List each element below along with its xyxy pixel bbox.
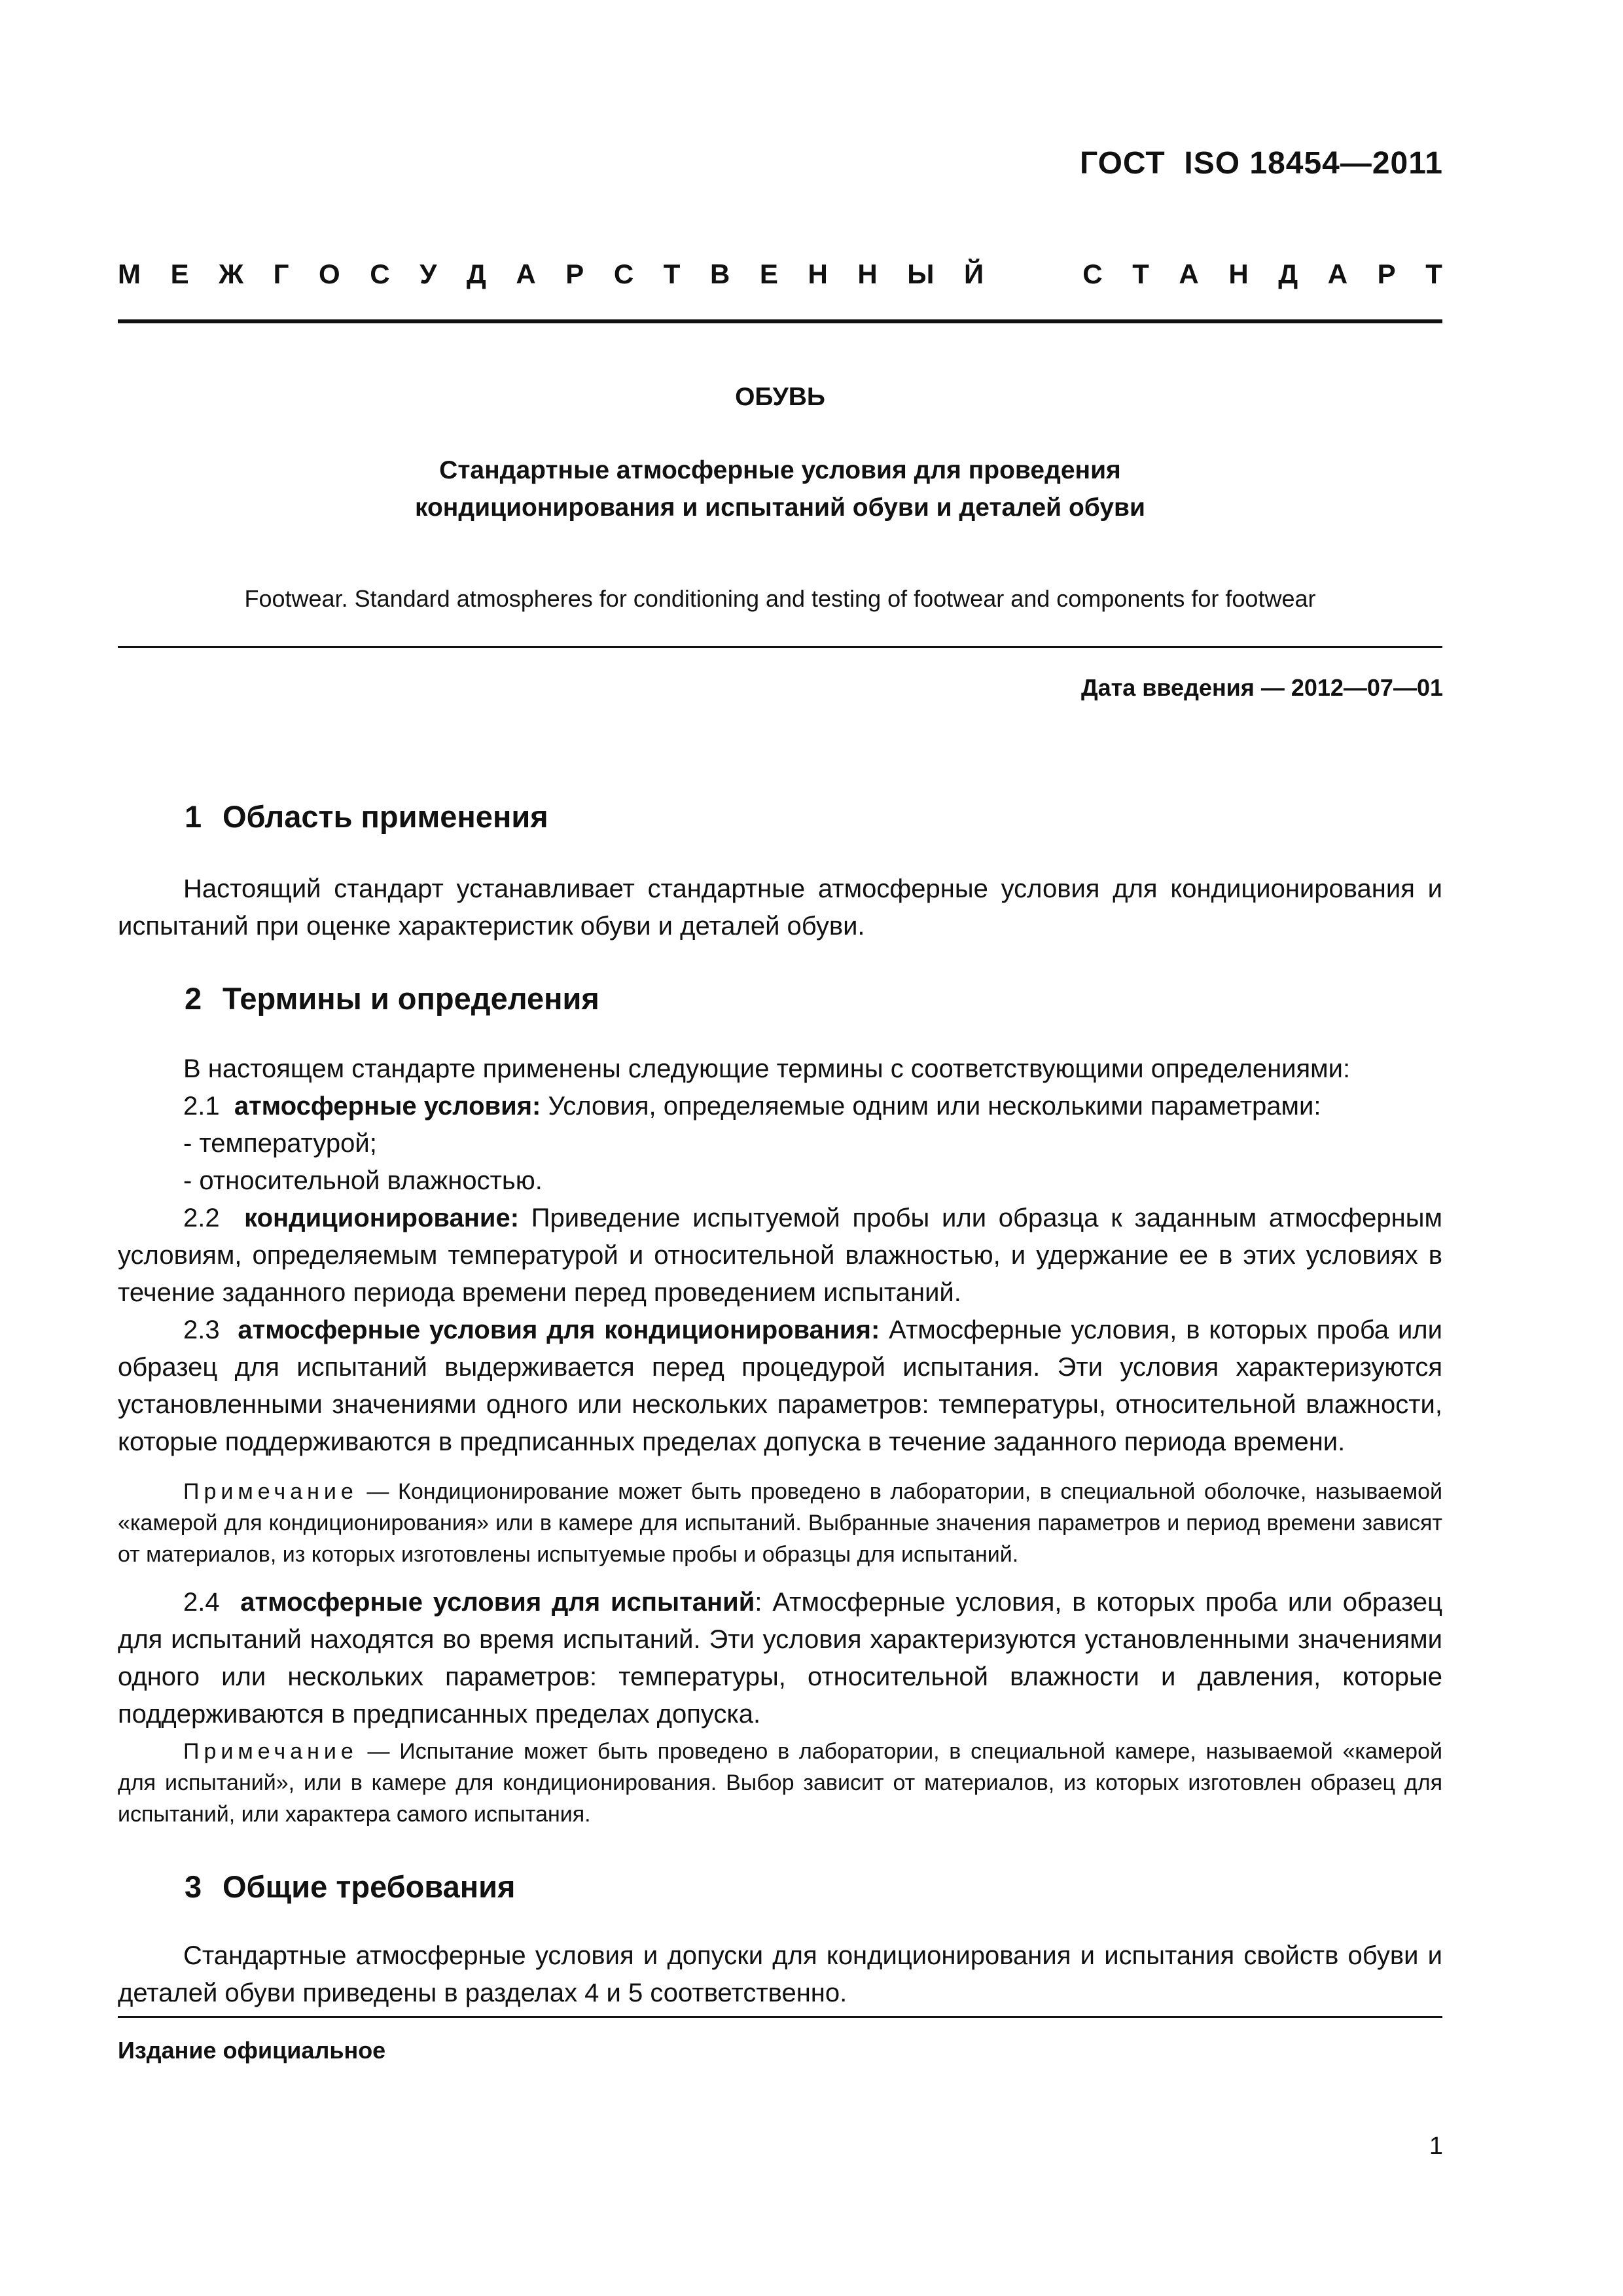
banner-letter: Г: [273, 259, 289, 289]
english-title: Footwear. Standard atmospheres for conditioning and testing of footwear and components for footwear: [244, 585, 1316, 612]
section-2-body: [118, 1050, 1442, 1461]
term-number: 2.4: [183, 1588, 220, 1617]
section-1-body: [118, 870, 1442, 945]
note-1: [118, 1476, 1442, 1570]
term-name: кондиционирование:: [244, 1204, 520, 1232]
banner-letter: М: [118, 259, 141, 289]
section-number: 1: [185, 799, 202, 834]
header-rule: [118, 319, 1442, 323]
banner-letter: С: [613, 259, 634, 289]
banner-letter: А: [516, 259, 536, 289]
term-name: атмосферные условия для испытаний: [240, 1588, 755, 1617]
note-label: Примечание: [183, 1479, 358, 1504]
term-2-2: [118, 1200, 1442, 1312]
term-2-3: [118, 1312, 1442, 1461]
edition-label: Издание официальное: [118, 2037, 386, 2064]
banner-letter: Р: [1377, 259, 1396, 289]
banner-letter: В: [709, 259, 730, 289]
term-definition: Условия, определяемые одним или несколькими параметрами:: [541, 1092, 1321, 1121]
banner-letter: О: [319, 259, 340, 289]
banner-letter: Н: [1228, 259, 1249, 289]
section-1-paragraph: Настоящий стандарт устанавливает стандартные атмосферные условия для кондиционирования и испытаний при оценке характеристик обуви и деталей обуви.: [118, 874, 1442, 941]
term-2-4: [118, 1584, 1442, 1733]
banner-letter: Т: [1425, 259, 1442, 289]
footer-rule: [118, 2016, 1442, 2018]
section-title: Термины и определения: [223, 981, 599, 1016]
term-definition: Атмосферные условия, в которых проба или образец для испытаний выдерживается перед процедурой испытания. Эти условия характеризуются установленными значениями одного или нескольких параметров: температуры, относительной влажности, которые поддерживаются в предписанных пределах допуска в течение заданного периода времени.: [118, 1316, 1442, 1456]
banner-word-gap: [1014, 259, 1053, 290]
note-text: — Кондиционирование может быть проведено в лаборатории, в специальной оболочке, называемой «камерой для кондиционирования» или в камере для испытаний. Выбранные значения параметров и период времени зависят от материалов, из которых изготовлены испытуемые пробы и образцы для испытаний.: [118, 1479, 1442, 1567]
banner-letter: Е: [759, 259, 778, 289]
document-code: ГОСТ ISO 18454—2011: [1079, 146, 1443, 181]
section-1-heading: [185, 798, 548, 834]
title-rule: [118, 646, 1442, 648]
section-number: 3: [185, 1869, 202, 1904]
subtitle-line-2: кондиционирования и испытаний обуви и деталей обуви: [414, 493, 1145, 522]
term-name: атмосферные условия:: [234, 1092, 541, 1121]
banner-letter: Н: [808, 259, 828, 289]
banner-letter: А: [1179, 259, 1199, 289]
document-title: ОБУВЬ: [735, 383, 825, 411]
banner-letter: С: [370, 259, 390, 289]
section-3-body: [118, 1937, 1442, 2012]
term-definition: Приведение испытуемой пробы или образца к заданным атмосферным условиям, определяемым температурой и относительной влажностью, и удержание ее в этих условиях в течение заданного периода времени перед проведением испытаний.: [118, 1204, 1442, 1307]
term-definition: : Атмосферные условия, в которых проба или образец для испытаний находятся во время испытаний. Эти условия характеризуются установленными значениями одного или нескольких параметров: температуры, относительной влажности и давления, которые поддерживаются в предписанных пределах допуска.: [118, 1588, 1442, 1729]
section-2-body-continued: [118, 1584, 1442, 1733]
banner-letter: Т: [1132, 259, 1149, 289]
note-text: — Испытание может быть проведено в лаборатории, в специальной камере, называемой «камерой для испытаний», или в камере для кондиционирования. Выбор зависит от материалов, из которых изготовлен образец для испытаний, или характера самого испытания.: [118, 1739, 1442, 1827]
banner-letter: Т: [663, 259, 681, 289]
introduction-date: Дата введения — 2012—07—01: [1080, 674, 1443, 701]
document-subtitle: [118, 452, 1442, 526]
section-3-heading: [185, 1869, 515, 1905]
banner-letter: Й: [963, 259, 984, 289]
section-number: 2: [185, 981, 202, 1016]
banner-letter: А: [1327, 259, 1348, 289]
banner-letter: Д: [1278, 259, 1298, 289]
term-2-1: [118, 1088, 1442, 1125]
banner-letter: Ы: [907, 259, 935, 289]
note-label: Примечание: [183, 1739, 358, 1764]
term-name: атмосферные условия для кондиционирования:: [238, 1316, 880, 1344]
section-title: Общие требования: [223, 1869, 516, 1904]
banner-letter: Н: [857, 259, 878, 289]
list-item-humidity: - относительной влажностью.: [183, 1166, 543, 1195]
term-number: 2.3: [183, 1316, 220, 1344]
term-number: 2.1: [183, 1092, 220, 1121]
banner-letter: С: [1082, 259, 1103, 289]
note-2: [118, 1736, 1442, 1830]
banner-letter: Ж: [219, 259, 244, 289]
banner-letter: У: [419, 259, 437, 289]
banner-letter: Р: [565, 259, 584, 289]
list-item-temperature: - температурой;: [183, 1129, 377, 1158]
section-3-paragraph: Стандартные атмосферные условия и допуски для кондиционирования и испытания свойств обуви и деталей обуви приведены в разделах 4 и 5 соответственно.: [118, 1941, 1442, 2007]
section-title: Область применения: [223, 799, 548, 834]
page-number: 1: [1429, 2132, 1443, 2160]
banner-letter: Е: [170, 259, 189, 289]
section-2-intro: В настоящем стандарте применены следующие термины с соответствующими определениями:: [183, 1054, 1351, 1083]
subtitle-line-1: Стандартные атмосферные условия для проведения: [439, 456, 1121, 484]
section-2-heading: [185, 980, 599, 1016]
term-number: 2.2: [183, 1204, 220, 1232]
standard-banner: [118, 259, 1442, 290]
banner-letter: Д: [466, 259, 486, 289]
